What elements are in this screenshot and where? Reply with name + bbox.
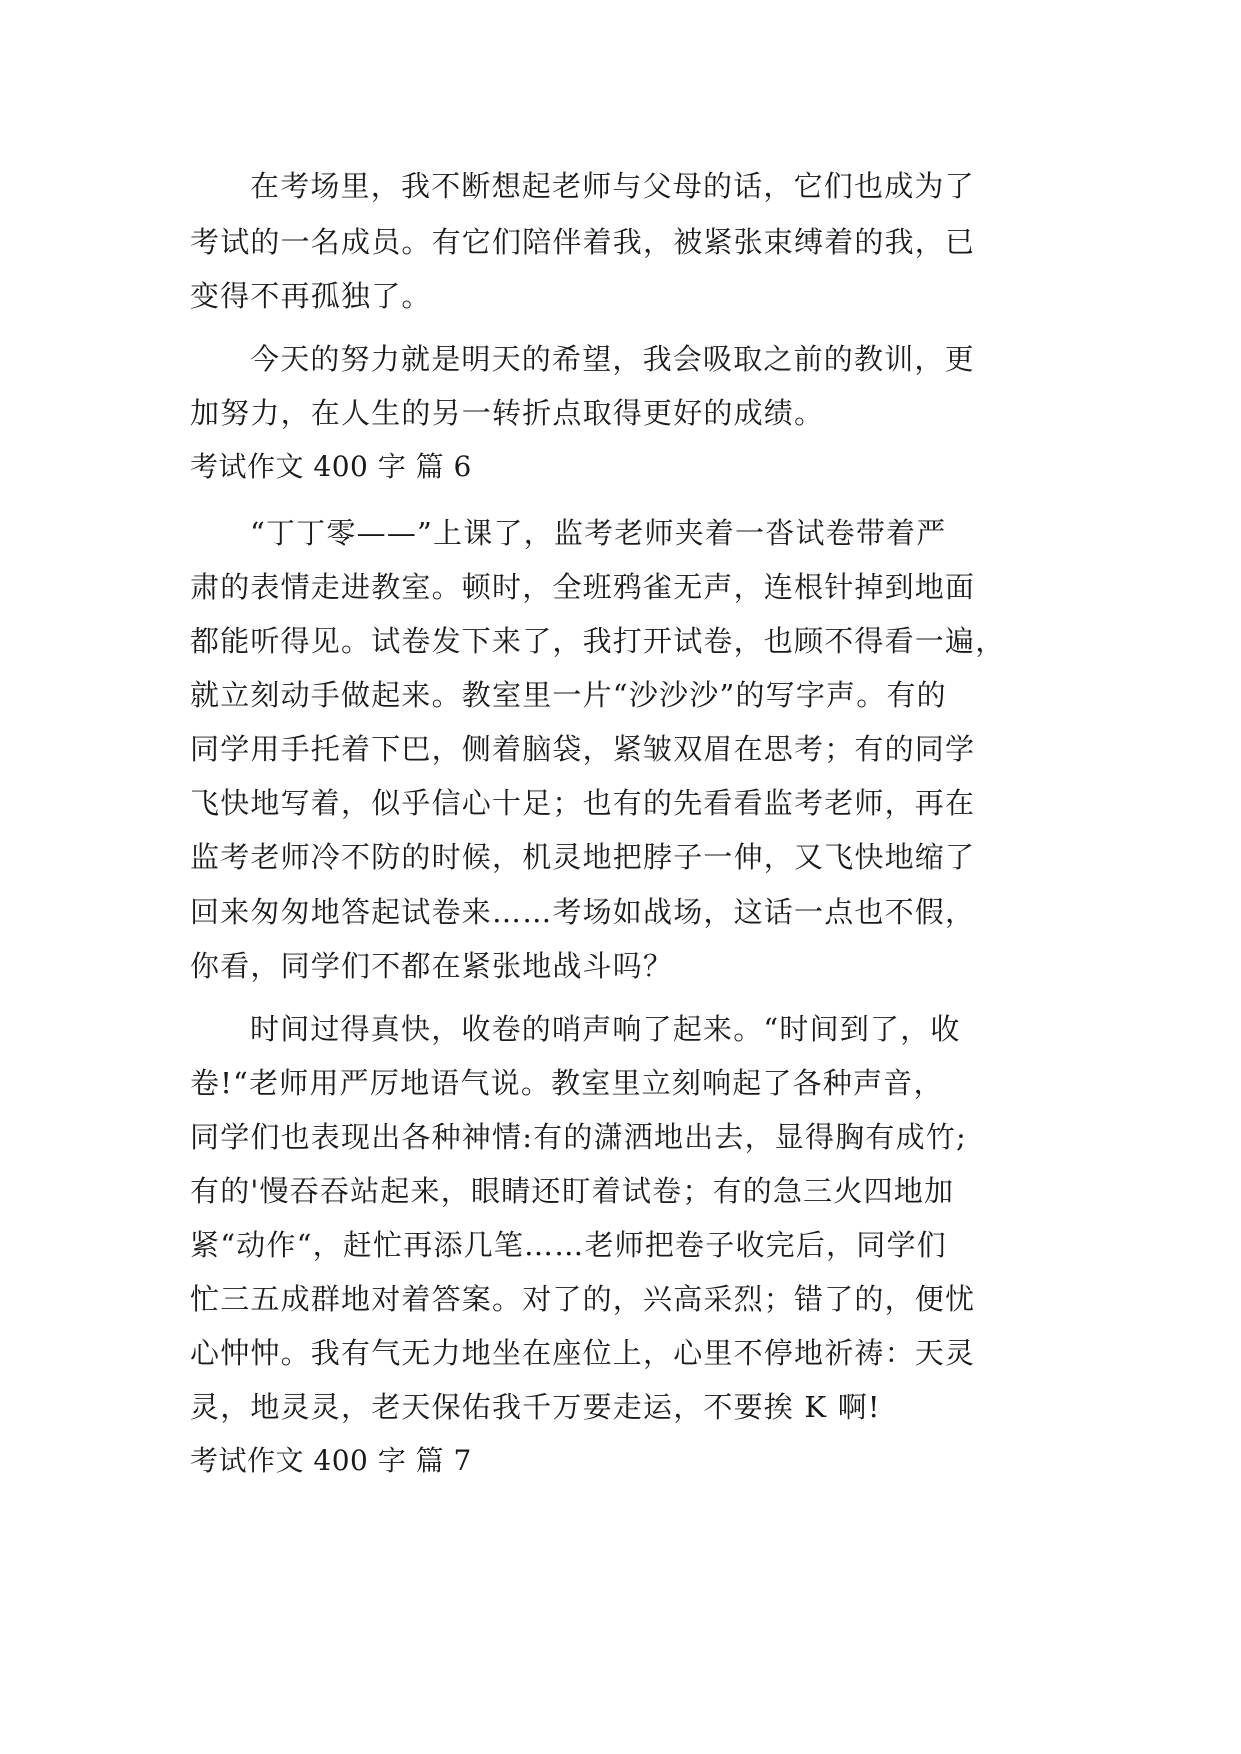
paragraph-line: 今天的努力就是明天的希望，我会吸取之前的教训，更 [250, 342, 975, 376]
paragraph-line: 监考老师冷不防的时候，机灵地把脖子一伸，又飞快地缩了 [190, 840, 976, 874]
paragraph-line: 在考场里，我不断想起老师与父母的话，它们也成为了 [250, 169, 975, 203]
paragraph-line: 回来匆匆地答起试卷来……考场如战场，这话一点也不假， [190, 895, 976, 929]
paragraph-line: 同学用手托着下巴，侧着脑袋，紧皱双眉在思考；有的同学 [190, 732, 976, 766]
paragraph-line: 同学们也表现出各种神情:有的潇洒地出去，显得胸有成竹; [190, 1120, 967, 1154]
section-heading-7: 考试作文 400 字 篇 7 [190, 1444, 472, 1477]
paragraph-line: 你看，同学们不都在紧张地战斗吗？ [190, 949, 674, 983]
paragraph-line: 灵，地灵灵，老天保佑我千万要走运，不要挨 K 啊! [190, 1390, 881, 1424]
paragraph-line: 加努力，在人生的另一转折点取得更好的成绩。 [190, 396, 825, 430]
paragraph-line: 有的'慢吞吞站起来，眼睛还盯着试卷；有的急三火四地加 [190, 1174, 955, 1208]
paragraph-line: 都能听得见。试卷发下来了，我打开试卷，也顾不得看一遍， [190, 624, 1006, 658]
paragraph-line: 飞快地写着，似乎信心十足；也有的先看看监考老师，再在 [190, 786, 976, 820]
paragraph-line: 时间过得真快，收卷的哨声响了起来。“时间到了，收 [250, 1012, 961, 1046]
paragraph-line: 心忡忡。我有气无力地坐在座位上，心里不停地祈祷：天灵 [190, 1336, 976, 1370]
paragraph-line: 考试的一名成员。有它们陪伴着我，被紧张束缚着的我，已 [190, 225, 976, 259]
paragraph-line: 卷!“老师用严厉地语气说。教室里立刻响起了各种声音， [190, 1066, 944, 1100]
paragraph-line: 就立刻动手做起来。教室里一片“沙沙沙”的写字声。有的 [190, 678, 947, 712]
paragraph-line: 忙三五成群地对着答案。对了的，兴高采烈；错了的，便忧 [190, 1282, 976, 1316]
paragraph-line: “丁丁零——”上课了，监考老师夹着一沓试卷带着严 [250, 516, 947, 550]
paragraph-line: 紧“动作“，赶忙再添几笔……老师把卷子收完后，同学们 [190, 1228, 947, 1262]
section-heading-6: 考试作文 400 字 篇 6 [190, 450, 472, 483]
paragraph-line: 肃的表情走进教室。顿时，全班鸦雀无声，连根针掉到地面 [190, 570, 976, 604]
paragraph-line: 变得不再孤独了。 [190, 279, 432, 313]
